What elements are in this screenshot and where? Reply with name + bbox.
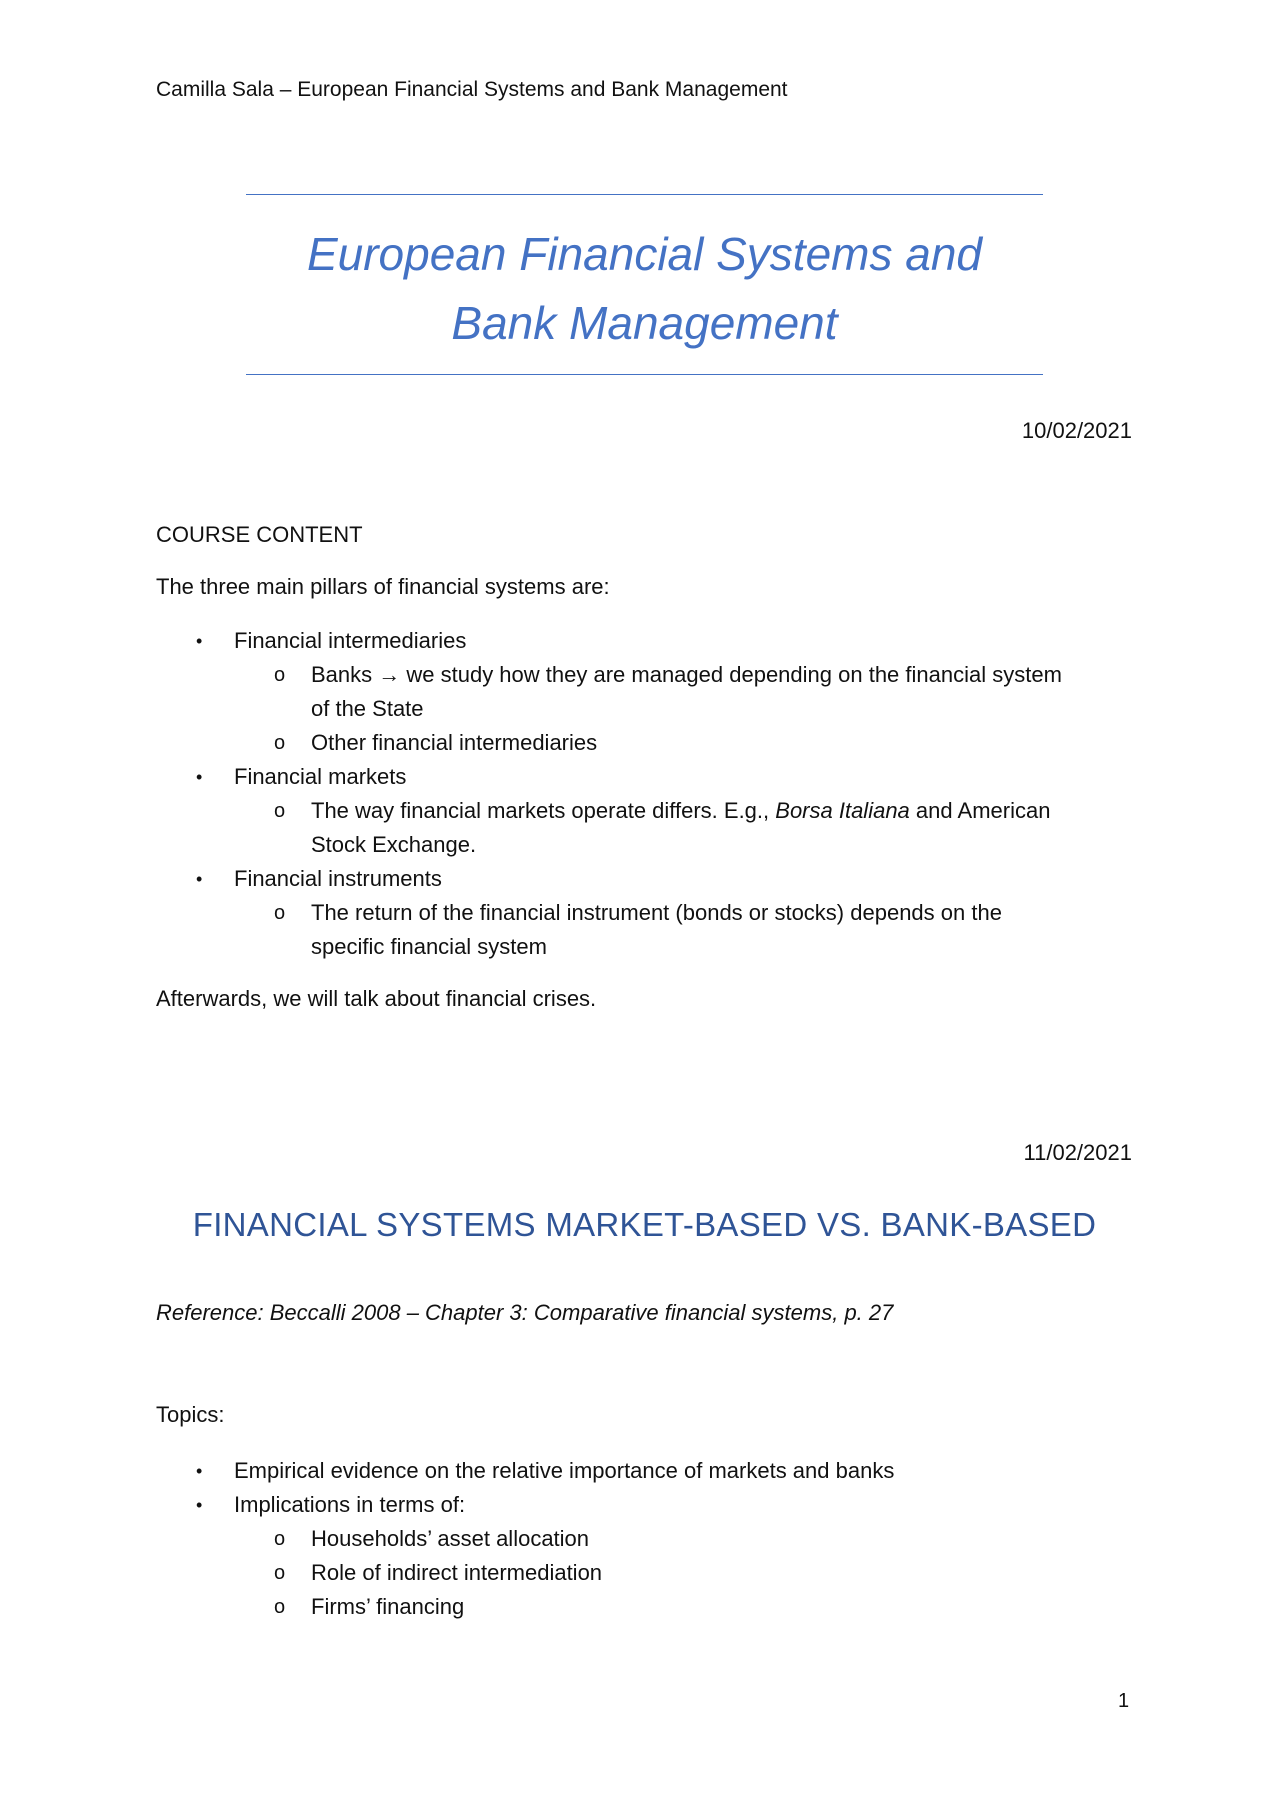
circle-bullet-icon: o — [274, 1528, 286, 1550]
right-arrow-icon: → — [378, 662, 401, 687]
circle-bullet-icon: o — [274, 1562, 286, 1584]
sub-text: Stock Exchange. — [311, 832, 477, 857]
circle-bullet-icon: o — [274, 800, 286, 822]
pillars-list — [156, 624, 1146, 964]
lecture-date: 11/02/2021 — [1023, 1140, 1132, 1165]
document-title — [246, 220, 1043, 358]
section-heading: FINANCIAL SYSTEMS MARKET-BASED VS. BANK-BASED — [192, 1206, 1097, 1243]
sub-list-item — [234, 896, 1146, 964]
sub-text: Households’ asset allocation — [311, 1526, 590, 1551]
circle-bullet-icon: o — [274, 1596, 286, 1618]
lecture-date: 10/02/2021 — [1021, 418, 1132, 443]
sub-text: The return of the financial instrument (bonds or stocks) depends on the — [311, 900, 1002, 925]
item-label: Financial intermediaries — [234, 628, 467, 653]
list-item — [156, 624, 1146, 760]
bullet-icon: • — [196, 767, 203, 787]
circle-bullet-icon: o — [274, 732, 286, 754]
sub-text: Role of indirect intermediation — [311, 1560, 603, 1585]
sub-text-italic: Borsa Italiana — [775, 798, 910, 823]
title-line-2: Bank Management — [451, 297, 838, 349]
bullet-icon: • — [196, 1461, 203, 1481]
sub-text: Banks — [311, 662, 379, 687]
reference-line: Reference: Beccalli 2008 – Chapter 3: Comparative financial systems, p. 27 — [156, 1300, 894, 1325]
running-header: Camilla Sala – European Financial Systems and Bank Management — [156, 78, 788, 101]
item-label: Empirical evidence on the relative importance of markets and banks — [234, 1458, 895, 1483]
sub-text: we study how they are managed depending on the financial system — [400, 662, 1062, 687]
bullet-icon: • — [196, 869, 203, 889]
sub-list-item — [234, 794, 1146, 862]
sub-list-item — [234, 1590, 1146, 1624]
title-top-rule — [246, 194, 1043, 195]
sub-text: Other financial intermediaries — [311, 730, 598, 755]
sub-text: Firms’ financing — [311, 1594, 465, 1619]
sub-text: and American — [909, 798, 1051, 823]
closing-paragraph: Afterwards, we will talk about financial crises. — [156, 986, 597, 1011]
circle-bullet-icon: o — [274, 902, 286, 924]
section-label: COURSE CONTENT — [156, 522, 363, 547]
item-label: Implications in terms of: — [234, 1492, 466, 1517]
topics-list — [156, 1454, 1146, 1624]
circle-bullet-icon: o — [274, 664, 286, 686]
title-bottom-rule — [246, 374, 1043, 375]
topics-label: Topics: — [156, 1402, 225, 1427]
list-item — [156, 1454, 1146, 1488]
title-line-1: European Financial Systems and — [306, 228, 983, 280]
page-number: 1 — [1118, 1690, 1130, 1712]
bullet-icon: • — [196, 1495, 203, 1515]
item-label: Financial instruments — [234, 866, 442, 891]
sub-list-item — [234, 1556, 1146, 1590]
list-item — [156, 760, 1146, 862]
list-item — [156, 862, 1146, 964]
sub-list-item — [234, 658, 1146, 726]
sub-text: of the State — [311, 696, 424, 721]
sub-text: specific financial system — [311, 934, 547, 959]
sub-list-item — [234, 726, 1146, 760]
item-label: Financial markets — [234, 764, 407, 789]
bullet-icon: • — [196, 631, 203, 651]
sub-list-item — [234, 1522, 1146, 1556]
list-item — [156, 1488, 1146, 1624]
pillars-intro: The three main pillars of financial systems are: — [156, 574, 610, 599]
sub-text: The way financial markets operate differs. E.g., — [311, 798, 776, 823]
